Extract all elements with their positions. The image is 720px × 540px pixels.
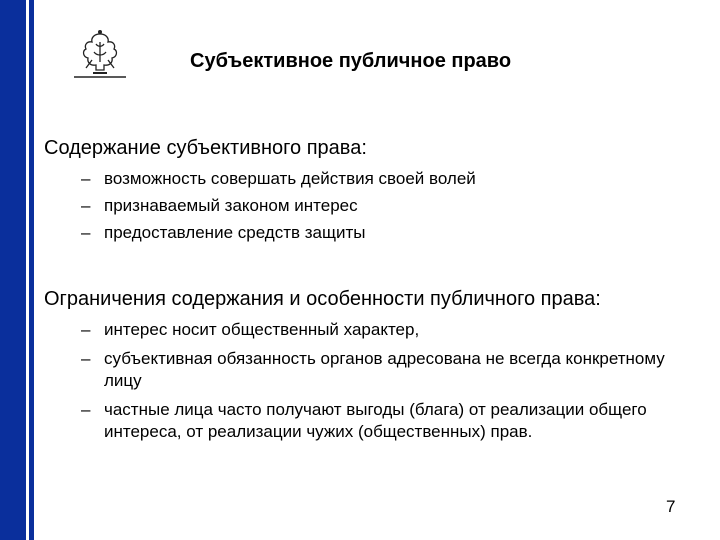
page-number: 7 — [666, 497, 676, 516]
left-accent-stripe — [29, 0, 34, 540]
list-item — [44, 348, 694, 392]
list-item-text: предоставление средств защиты — [104, 223, 366, 242]
bullet-list — [44, 319, 694, 443]
list-item — [44, 319, 694, 341]
dash-marker: – — [81, 320, 91, 339]
list-item — [44, 168, 694, 190]
left-accent-bar — [0, 0, 26, 540]
dash-marker: – — [81, 400, 91, 419]
dash-marker: – — [81, 169, 91, 188]
bullet-list — [44, 168, 694, 244]
limitations-section — [44, 287, 694, 450]
slide-title: Субъективное публичное право — [190, 50, 512, 72]
list-item-text: возможность совершать действия своей волей — [104, 169, 476, 188]
list-item-text: субъективная обязанность органов адресована не всегда конкретному лицу — [104, 349, 665, 390]
list-item-text: интерес носит общественный характер, — [104, 320, 420, 339]
dash-marker: – — [81, 223, 91, 242]
list-item — [44, 222, 694, 244]
list-item — [44, 195, 694, 217]
list-item — [44, 399, 694, 443]
dash-marker: – — [81, 196, 91, 215]
section-heading: Ограничения содержания и особенности публичного права: — [44, 288, 601, 310]
dash-marker: – — [81, 349, 91, 368]
content-section — [44, 136, 694, 249]
list-item-text: частные лица часто получают выгоды (блага) от реализации общего интереса, от реализации чужих (общественных) прав. — [104, 400, 647, 441]
list-item-text: признаваемый законом интерес — [104, 196, 358, 215]
coat-of-arms-icon — [72, 28, 128, 80]
section-heading: Содержание субъективного права: — [44, 137, 367, 159]
